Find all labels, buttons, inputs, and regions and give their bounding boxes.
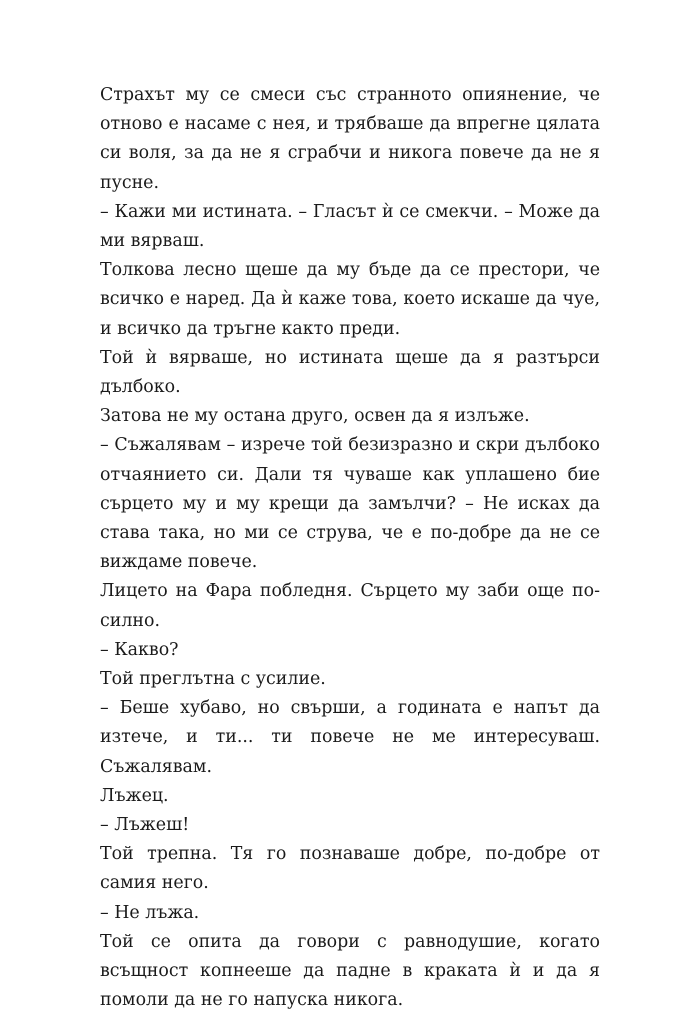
paragraph: Затова не му остана друго, освен да я излъже.: [100, 406, 530, 427]
paragraph: Толкова лесно щеше да му бъде да се престори, че всичко е наред. Да ѝ каже това, което искаше да чуе, и всичко да тръгне както преди.: [100, 260, 600, 339]
page-text: [100, 81, 600, 1016]
paragraph: – Лъжеш!: [100, 815, 190, 836]
paragraph: Страхът му се смеси със странното опиянение, че отново е насаме с нея, и трябваше да впрегне цялата си воля, за да не я сграбчи и никога повече да не я пусне.: [100, 85, 600, 193]
paragraph: Той ѝ вярваше, но истината щеше да я разтърси дълбоко.: [100, 347, 600, 398]
paragraph: – Кажи ми истината. – Гласът ѝ се смекчи. – Може да ми вярваш.: [100, 201, 600, 252]
paragraph: – Не лъжа.: [100, 902, 200, 923]
paragraph: Лъжец.: [100, 785, 169, 806]
paragraph: Той се опита да говори с равнодушие, когато всъщност копнееше да падне в краката ѝ и да я помоли да не го напуска никога.: [100, 931, 600, 1011]
paragraph: Лицето на Фара побледня. Сърцето му заби още по-силно.: [100, 581, 600, 631]
paragraph: Той преглътна с усилие.: [100, 669, 326, 690]
paragraph: Той трепна. Тя го познаваше добре, по-добре от самия него.: [100, 844, 600, 894]
paragraph: – Съжалявам – изрече той безизразно и скри дълбоко отчаянието си. Дали тя чуваше как уплашено бие сърцето му и му крещи да замълчи? – Не исках да става така, но ми се струва, че е по-добре да не се виждаме повече.: [100, 435, 600, 573]
paragraph: – Какво?: [100, 639, 179, 660]
paragraph: – Беше хубаво, но свърши, а годината е напът да изтече, и ти... ти повече не ме интересуваш. Съжалявам.: [100, 698, 600, 777]
